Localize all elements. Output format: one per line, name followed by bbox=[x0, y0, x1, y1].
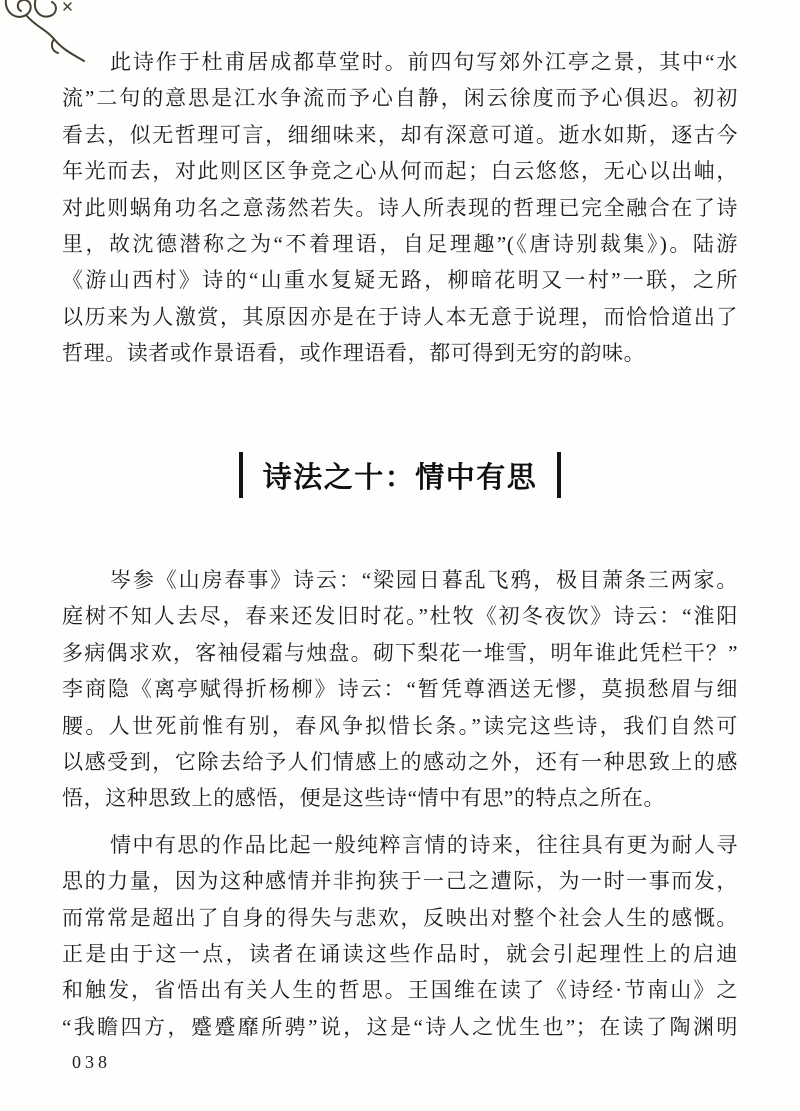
paragraph bbox=[62, 827, 738, 1045]
text-line: 情中有思的作品比起一般纯粹言情的诗来，往往具有更为耐人寻 bbox=[110, 832, 738, 857]
text-line: 里，故沈德潜称之为“不着理语，自足理趣”(《唐诗别裁集》)。陆游 bbox=[62, 232, 738, 257]
text-line: “我瞻四方，蹙蹙靡所骋”说，这是“诗人之忧生也”；在读了陶渊明 bbox=[62, 1014, 738, 1039]
text-line: 和触发，省悟出有关人生的哲思。王国维在读了《诗经·节南山》之 bbox=[62, 978, 738, 1003]
text-line: 庭树不知人去尽，春来还发旧时花。”杜牧《初冬夜饮》诗云：“淮阳 bbox=[62, 604, 738, 629]
paragraph bbox=[62, 562, 738, 817]
text-line: 腰。人世死前惟有别，春风争拟惜长条。”读完这些诗，我们自然可 bbox=[62, 713, 738, 738]
text-line: 《游山西村》诗的“山重水复疑无路，柳暗花明又一村”一联，之所 bbox=[62, 268, 738, 293]
section-body bbox=[62, 562, 738, 1045]
text-line: 悟，这种思致上的感悟，便是这些诗“情中有思”的特点之所在。 bbox=[62, 786, 666, 811]
text-line: 对此则蜗角功名之意荡然若失。诗人所表现的哲理已完全融合在了诗 bbox=[62, 195, 738, 220]
text-line: 此诗作于杜甫居成都草堂时。前四句写郊外江亭之景，其中“水 bbox=[110, 50, 738, 74]
text-line: 哲理。读者或作景语看，或作理语看，都可得到无穷的韵味。 bbox=[62, 341, 646, 366]
section-heading-title: 诗法之十：情中有思 bbox=[262, 461, 538, 494]
text-line: 以历来为人激赏，其原因亦是在于诗人本无意于说理，而恰恰道出了 bbox=[62, 304, 738, 329]
section-heading bbox=[0, 452, 800, 498]
heading-rule-left bbox=[239, 452, 243, 498]
text-line: 李商隐《离亭赋得折杨柳》诗云：“暂凭尊酒送无憀，莫损愁眉与细 bbox=[62, 677, 738, 702]
heading-rule-right bbox=[557, 452, 561, 498]
text-line: 而常常是超出了自身的得失与悲欢，反映出对整个社会人生的感慨。 bbox=[62, 905, 738, 930]
text-line: 岑参《山房春事》诗云：“梁园日暮乱飞鸦，极目萧条三两家。 bbox=[110, 568, 738, 592]
paragraph bbox=[62, 44, 738, 372]
text-line: 正是由于这一点，读者在诵读这些作品时，就会引起理性上的启迪 bbox=[62, 942, 738, 967]
page-number: 038 bbox=[72, 1052, 111, 1072]
text-line: 多病偶求欢，客袖侵霜与烛盘。砌下梨花一堆雪，明年谁此凭栏干？” bbox=[62, 640, 738, 665]
text-line: 流”二句的意思是江水争流而予心自静，闲云徐度而予心俱迟。初初 bbox=[62, 86, 738, 111]
text-line: 以感受到，它除去给予人们情感上的感动之外，还有一种思致上的感 bbox=[62, 750, 738, 775]
text-line: 年光而去，对此则区区争竞之心从何而起；白云悠悠，无心以出岫， bbox=[62, 159, 738, 184]
text-line: 看去，似无哲理可言，细细味来，却有深意可道。逝水如斯，逐古今 bbox=[62, 122, 738, 147]
text-line: 思的力量，因为这种感情并非拘狭于一己之遭际，为一时一事而发， bbox=[62, 869, 738, 894]
